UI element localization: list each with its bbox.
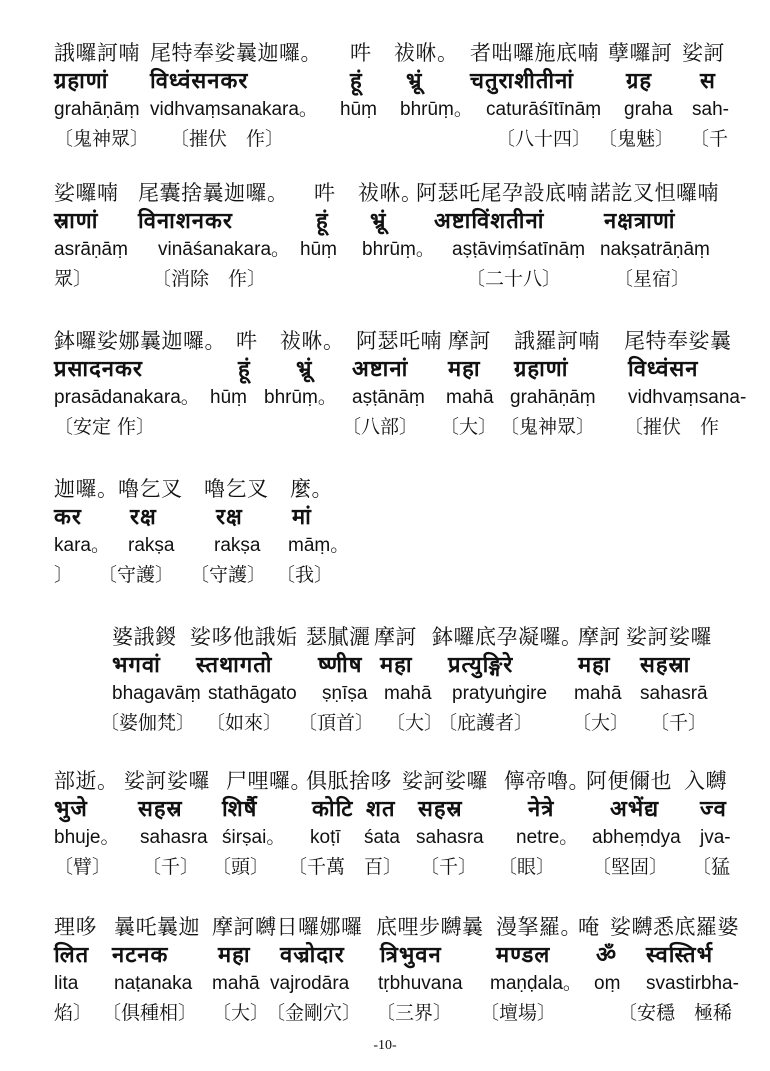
chinese-gloss-word: 〔星宿〕 [614,268,691,290]
romanized-sanskrit-word: sahasra [140,827,208,848]
romanized-sanskrit-word: mahā [446,387,494,408]
romanized-sanskrit-word: bhagavāṃ [112,683,201,704]
romanized-sanskrit-word: hūṃ [340,99,377,120]
chinese-gloss-word: 〕 [54,564,74,586]
chinese-gloss-word: 〔千〕 [650,712,708,734]
chinese-gloss-word: 〔三界〕 [376,1002,453,1024]
siddham-script-word: लित [54,943,90,968]
chinese-gloss-word: 〔壇場〕 [480,1002,557,1024]
chinese-transliteration-word: 鉢囉底孕凝囉。 [432,625,583,649]
chinese-gloss-word: 〔千〕 [142,856,200,878]
chinese-gloss-word: 眾〕 [54,268,93,290]
romanized-sanskrit-word: aṣṭāviṃśatīnāṃ [452,239,586,260]
chinese-transliteration-word: 嚕乞叉 [204,477,269,501]
romanized-sanskrit-word: bhrūṃ。 [264,387,337,408]
siddham-script-word: मण्डल [496,943,551,968]
chinese-gloss-line [0,124,770,154]
romanized-sanskrit-line [0,824,770,852]
siddham-script-line [0,504,770,532]
chinese-gloss-word: 〔我〕 [276,564,334,586]
romanized-sanskrit-word: rakṣa [128,535,175,556]
chinese-gloss-word: 〔猛 [692,856,731,878]
chinese-gloss-word: 〔頭〕 [212,856,270,878]
chinese-gloss-word: 〔摧伏 作〕 [170,128,285,150]
romanized-sanskrit-word: pratyuṅgire [452,683,548,704]
chinese-gloss-line [0,264,770,294]
siddham-script-word: भुजे [54,797,88,822]
romanized-sanskrit-word: sahasrā [640,683,708,704]
siddham-script-word: स्वस्तिर्भ [646,943,714,968]
siddham-script-word: नक्षत्राणां [604,209,676,234]
chinese-gloss-word: 〔摧伏 作 [624,416,720,438]
chinese-transliteration-word: 祓咻。 [394,41,459,65]
chinese-gloss-word: 〔婆伽梵〕 [100,712,196,734]
chinese-gloss-word: 〔八部〕 [342,416,419,438]
verse-block [0,326,770,466]
romanized-sanskrit-word: mahā [384,683,432,704]
chinese-transliteration-word: 底哩步嚩曩 [376,915,484,939]
siddham-script-word: भ्रूं [370,209,387,234]
romanized-sanskrit-word: rakṣa [214,535,261,556]
siddham-script-word: चतुराशीतीनां [470,69,575,94]
chinese-gloss-word: 焰〕 [54,1002,93,1024]
siddham-script-word: प्रत्युङ्गिरे [448,653,514,678]
chinese-transliteration-word: 祓咻。 [280,329,345,353]
romanized-sanskrit-word: aṣṭānāṃ [352,387,425,408]
chinese-transliteration-line [0,622,770,652]
siddham-script-line [0,68,770,96]
romanized-sanskrit-word: stathāgato [208,683,297,704]
chinese-gloss-word: 〔千萬 百〕 [288,856,403,878]
verse-block [0,474,770,614]
chinese-transliteration-word: 娑訶娑囉 [124,769,210,793]
siddham-script-line [0,652,770,680]
chinese-transliteration-word: 尾特奉娑曩迦囉。 [150,41,322,65]
chinese-gloss-word: 〔眼〕 [498,856,556,878]
chinese-transliteration-word: 漫拏羅。 [496,915,582,939]
romanized-sanskrit-word: vidhvaṃsanakara。 [150,99,318,120]
chinese-gloss-word: 〔消除 作〕 [152,268,267,290]
chinese-gloss-word: 〔安穩 極稀 [618,1002,733,1024]
siddham-script-word: महा [380,653,413,678]
romanized-sanskrit-word: prasādanakara。 [54,387,200,408]
romanized-sanskrit-word: naṭanaka [114,973,193,994]
chinese-transliteration-word: 孽囉訶 [608,41,673,65]
romanized-sanskrit-word: sah- [692,99,729,120]
chinese-transliteration-word: 瑟膩灑 [306,625,371,649]
chinese-transliteration-line [0,766,770,796]
romanized-sanskrit-word: maṇḍala。 [490,973,582,994]
siddham-script-word: कर [54,505,82,530]
chinese-transliteration-line [0,178,770,208]
chinese-gloss-word: 〔鬼魅〕 [598,128,675,150]
chinese-transliteration-word: 尾囊捨曩迦囉。 [138,181,289,205]
chinese-transliteration-word: 阿瑟吒尾孕設底喃 [416,181,588,205]
siddham-script-word: सहस्रा [640,653,691,678]
romanized-sanskrit-line [0,384,770,412]
chinese-gloss-word: 〔二十八〕 [466,268,562,290]
siddham-script-word: विनाशनकर [138,209,233,234]
siddham-script-word: विध्वंसनकर [150,69,249,94]
siddham-script-word: रक्ष [216,505,243,530]
chinese-gloss-line [0,998,770,1028]
romanized-sanskrit-word: nakṣatrāṇāṃ [600,239,710,260]
chinese-gloss-word: 〔如來〕 [206,712,283,734]
romanized-sanskrit-word: ṣṇīṣa [322,683,368,704]
chinese-transliteration-word: 娑哆他誐姤 [190,625,298,649]
chinese-transliteration-word: 娑訶娑囉 [626,625,712,649]
siddham-script-word: महा [448,357,481,382]
chinese-gloss-word: 〔頂首〕 [298,712,375,734]
siddham-script-word: ग्रहाणां [54,69,109,94]
romanized-sanskrit-word: grahāṇāṃ [54,99,140,120]
chinese-transliteration-word: 唵 [578,915,600,939]
chinese-transliteration-word: 理哆 [54,915,97,939]
romanized-sanskrit-word: kara。 [54,535,110,556]
chinese-gloss-word: 〔庇護者〕 [438,712,534,734]
romanized-sanskrit-word: koṭī [310,827,341,848]
chinese-transliteration-word: 儜帝嚕。 [504,769,590,793]
siddham-script-word: ज्व [700,797,727,822]
siddham-script-word: भगवां [112,653,161,678]
chinese-gloss-word: 〔大〕 [440,416,498,438]
romanized-sanskrit-word: hūṃ [300,239,337,260]
romanized-sanskrit-word: mahā [574,683,622,704]
chinese-transliteration-word: 阿便儞也 [586,769,672,793]
verse-block [0,766,770,906]
chinese-transliteration-word: 嚕乞叉 [118,477,183,501]
siddham-script-word: प्रसादनकर [54,357,143,382]
romanized-sanskrit-word: lita [54,973,79,994]
chinese-transliteration-word: 摩訶嚩日囉娜囉 [212,915,363,939]
romanized-sanskrit-word: māṃ。 [288,535,350,556]
chinese-transliteration-word: 者咄囉施底喃 [470,41,599,65]
chinese-transliteration-word: 入嚩 [684,769,727,793]
siddham-script-word: भ्रूं [296,357,313,382]
siddham-script-word: हूं [350,69,363,94]
siddham-script-line [0,796,770,824]
romanized-sanskrit-word: tṛbhuvana [378,973,463,994]
siddham-script-word: भ्रूं [406,69,423,94]
siddham-script-word: हूं [238,357,251,382]
romanized-sanskrit-word: vajrodāra [270,973,350,994]
chinese-gloss-word: 〔守護〕 [98,564,175,586]
siddham-script-word: ग्रहाणां [514,357,569,382]
verse-block [0,912,770,1052]
siddham-script-word: स [700,69,716,94]
chinese-transliteration-word: 誐羅訶喃 [514,329,600,353]
chinese-transliteration-word: 鉢囉娑娜曩迦囉。 [54,329,226,353]
siddham-script-line [0,208,770,236]
siddham-script-word: अष्टानां [352,357,409,382]
chinese-gloss-line [0,412,770,442]
romanized-sanskrit-line [0,680,770,708]
romanized-sanskrit-word: netre。 [516,827,579,848]
siddham-script-line [0,942,770,970]
chinese-transliteration-word: 阿瑟吒喃 [356,329,442,353]
romanized-sanskrit-line [0,236,770,264]
chinese-transliteration-word: 尸哩囉。 [226,769,312,793]
siddham-script-word: विध्वंसन [628,357,699,382]
siddham-script-word: महा [218,943,251,968]
siddham-script-word: सहस्र [138,797,183,822]
chinese-transliteration-word: 娑訶 [682,41,725,65]
siddham-script-word: शत [366,797,396,822]
chinese-gloss-line [0,708,770,738]
romanized-sanskrit-word: bhrūṃ。 [400,99,473,120]
romanized-sanskrit-word: grahāṇāṃ [510,387,596,408]
chinese-transliteration-word: 諾訖叉怛囉喃 [590,181,719,205]
chinese-transliteration-word: 誐囉訶喃 [54,41,140,65]
romanized-sanskrit-word: bhuje。 [54,827,120,848]
siddham-script-word: वज्रोदार [280,943,345,968]
siddham-script-word: स्राणां [54,209,99,234]
chinese-gloss-word: 〔安定 作〕 [54,416,156,438]
chinese-transliteration-word: 祓咻。 [358,181,423,205]
romanized-sanskrit-word: mahā [212,973,260,994]
siddham-script-word: हूं [316,209,329,234]
chinese-transliteration-word: 婆誐鍐 [112,625,177,649]
chinese-transliteration-line [0,474,770,504]
chinese-gloss-word: 〔守護〕 [190,564,267,586]
romanized-sanskrit-word: śata [364,827,400,848]
chinese-transliteration-word: 尾特奉娑曩 [624,329,732,353]
chinese-gloss-word: 〔金剛穴〕 [266,1002,362,1024]
siddham-script-word: ॐ [596,943,618,968]
romanized-sanskrit-word: hūṃ [210,387,247,408]
chinese-gloss-word: 〔俱種相〕 [102,1002,198,1024]
verse-block [0,178,770,318]
siddham-script-word: रक्ष [130,505,157,530]
romanized-sanskrit-word: graha [624,99,673,120]
chinese-transliteration-word: 娑囉喃 [54,181,119,205]
chinese-transliteration-word: 俱胝捨哆 [306,769,392,793]
chinese-transliteration-line [0,38,770,68]
siddham-script-word: कोटि [312,797,354,822]
verse-block [0,622,770,762]
chinese-transliteration-word: 娑嚩悉底羅婆 [610,915,739,939]
romanized-sanskrit-line [0,532,770,560]
siddham-script-word: स्तथागतो [196,653,273,678]
chinese-transliteration-line [0,912,770,942]
siddham-script-word: त्रिभुवन [380,943,442,968]
chinese-transliteration-line [0,326,770,356]
verse-block [0,38,770,178]
chinese-gloss-word: 〔鬼神眾〕 [54,128,150,150]
siddham-script-word: नटनक [112,943,169,968]
siddham-script-word: शिर्षै [222,797,258,822]
siddham-script-word: सहस्र [418,797,463,822]
siddham-script-word: अष्टाविंशतीनां [434,209,545,234]
chinese-gloss-word: 〔千 [690,128,729,150]
romanized-sanskrit-word: caturāśītīnāṃ [486,99,602,120]
romanized-sanskrit-word: jva- [700,827,731,848]
chinese-transliteration-word: 摩訶 [578,625,621,649]
chinese-gloss-word: 〔大〕 [572,712,630,734]
siddham-script-word: महा [578,653,611,678]
chinese-gloss-word: 〔八十四〕 [496,128,592,150]
chinese-gloss-word: 〔千〕 [420,856,478,878]
siddham-script-word: नेत्रे [528,797,555,822]
chinese-transliteration-word: 摩訶 [448,329,491,353]
romanized-sanskrit-word: asrāṇāṃ [54,239,128,260]
page-number: -10- [373,1038,397,1053]
siddham-script-word: मां [292,505,312,530]
chinese-transliteration-word: 麼。 [290,477,333,501]
romanized-sanskrit-word: vidhvaṃsana- [628,387,747,408]
chinese-transliteration-word: 部逝。 [54,769,119,793]
chinese-gloss-word: 〔臂〕 [54,856,112,878]
chinese-gloss-word: 〔大〕 [386,712,444,734]
romanized-sanskrit-word: sahasra [416,827,484,848]
romanized-sanskrit-word: śirṣai。 [222,827,286,848]
chinese-gloss-line [0,560,770,590]
romanized-sanskrit-word: vināśanakara。 [158,239,291,260]
siddham-script-word: अभेंद्य [610,797,660,822]
romanized-sanskrit-word: svastirbha- [646,973,739,994]
romanized-sanskrit-word: oṃ [594,973,621,994]
siddham-script-word: ष्णीष [318,653,363,678]
chinese-transliteration-word: 娑訶娑囉 [402,769,488,793]
chinese-transliteration-word: 摩訶 [374,625,417,649]
chinese-transliteration-word: 迦囉。 [54,477,119,501]
chinese-gloss-word: 〔大〕 [212,1002,270,1024]
chinese-transliteration-word: 曩吒曩迦 [114,915,200,939]
romanized-sanskrit-line [0,970,770,998]
chinese-gloss-word: 〔堅固〕 [592,856,669,878]
romanized-sanskrit-line [0,96,770,124]
chinese-transliteration-word: 吽 [350,41,372,65]
siddham-script-word: ग्रह [626,69,653,94]
chinese-gloss-word: 〔鬼神眾〕 [500,416,596,438]
chinese-transliteration-word: 吽 [314,181,336,205]
siddham-script-line [0,356,770,384]
romanized-sanskrit-word: bhrūṃ。 [362,239,435,260]
romanized-sanskrit-word: abheṃdya [592,827,681,848]
chinese-transliteration-word: 吽 [236,329,258,353]
chinese-gloss-line [0,852,770,882]
